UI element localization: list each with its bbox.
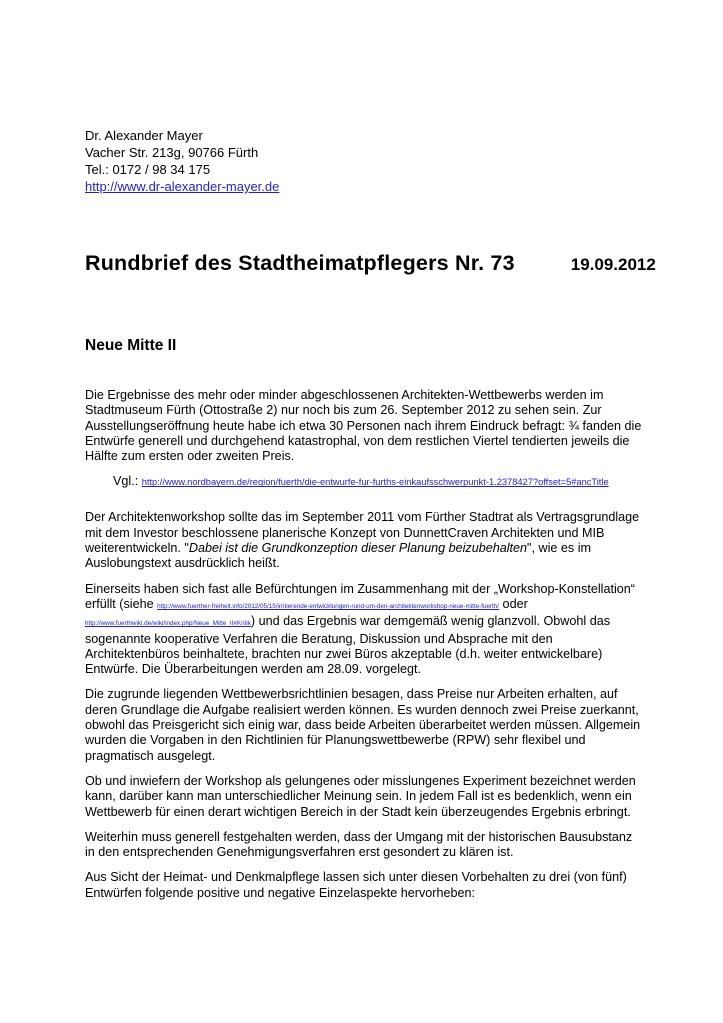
document-title: Rundbrief des Stadtheimatpflegers Nr. 73: [85, 251, 515, 275]
paragraph-experiment: Ob und inwiefern der Workshop als gelungenes oder misslungenes Experiment bezeichnet werden kann, darüber kann man unterschiedlicher Meinung sein. In jedem Fall ist es bedenklich, wenn ein Wettbewerb für einen derart wichtigen Bereich in der Stadt kein überzeugendes Ergebnis erbringt.: [85, 773, 636, 819]
reference-label: Vgl.:: [113, 474, 142, 489]
document-date: 19.09.2012: [570, 255, 656, 274]
paragraph-richtlinien: Die zugrunde liegenden Wettbewerbsrichtlinien besagen, dass Preise nur Arbeiten erhalten, auf deren Grundlage die Aufgabe realisiert werden können. Es wurden dennoch zwei Preise zuerkannt, obwohl das Preisgericht sich einig war, dass beide Arbeiten überarbeitet werden müssen. Allgemein wurden die Vorgaben in den Richtlinien für Planungswettbewerbe (RPW) sehr flexibel und pragmatisch ausgelegt.: [85, 687, 641, 763]
document-body: [85, 388, 642, 901]
nordbayern-article-link[interactable]: http://www.nordbayern.de/region/fuerth/die-entwurfe-fur-furths-einkaufsschwerpunkt-1.2378427?offset=5#ancTitle: [141, 477, 609, 488]
paragraph-befuerchtungen: [85, 582, 642, 678]
paragraph-text: Einerseits haben sich fast alle Befürchtungen im Zusammenhang mit der „Workshop-Konstellation“ erfüllt (siehe: [85, 581, 635, 611]
quoted-italic-text: Dabei ist die Grundkonzeption dieser Planung beizubehalten: [188, 541, 528, 556]
paragraph-bausubstanz: Weiterhin muss generell festgehalten werden, dass der Umgang mit der historischen Bausubstanz in den entsprechenden Genehmigungsverfahren erst gesondert zu klären ist.: [85, 829, 633, 860]
sender-website-link[interactable]: http://www.dr-alexander-mayer.de: [85, 179, 280, 194]
section-heading: Neue Mitte II: [85, 337, 177, 354]
paragraph-text: Der Architektenworkshop sollte das im September 2011 vom Fürther Stadtrat als Vertragsgrundlage mit dem Investor beschlossene planerische Konzept von DunnettCraven Architekten und MIB weiterentwickeln. ": [85, 510, 640, 556]
sender-phone: Tel.: 0172 / 98 34 175: [85, 162, 211, 177]
fuerther-freiheit-link[interactable]: http://www.fuerther-freiheit.info/2012/05/15/irritierende-entwicklungen-rund-um-den-architektenworkshop-neue-mitte-fuerth/: [157, 602, 500, 610]
fuerthwiki-link[interactable]: http://www.fuerthwiki.de/wiki/index.php/Neue_Mitte_II#Kritik: [85, 620, 251, 628]
paragraph-exhibition: Die Ergebnisse des mehr oder minder abgeschlossenen Architekten-Wettbewerbs werden im Stadtmuseum Fürth (Ottostraße 2) nur noch bis zum 26. September 2012 zu sehen sein. Zur Ausstellungseröffnung heute habe ich etwa 30 Personen nach ihrem Eindruck befragt: ¾ fanden die Entwürfe generell und durchgehend katastrophal, von dem restlichen Viertel tendierten jeweils die Hälfte zum ersten oder zweiten Preis.: [85, 388, 642, 464]
title-row: [85, 251, 656, 276]
sender-block: [85, 127, 642, 195]
paragraph-denkmalpflege: Aus Sicht der Heimat- und Denkmalpflege lassen sich unter diesen Vorbehalten zu drei (von fünf) Entwürfen folgende positive und negative Einzelaspekte hervorheben:: [85, 870, 627, 900]
paragraph-text: ", wie es im Auslobungstext ausdrücklich heißt.: [85, 541, 591, 571]
sender-name: Dr. Alexander Mayer: [85, 128, 203, 143]
paragraph-text: oder: [499, 596, 528, 611]
sender-address: Vacher Str. 213g, 90766 Fürth: [85, 145, 259, 160]
reference-line: [113, 474, 642, 490]
paragraph-workshop-concept: [85, 510, 642, 571]
paragraph-text: ) und das Ergebnis war demgemäß wenig glanzvoll. Obwohl das sogenannte kooperative Verfahren die Beratung, Diskussion und Absprache mit den Architektenbüros beinhaltete, brachten nur zwei Büros akzeptable (d.h. weiter entwickelbare) Entwürfe. Die Überarbeitungen werden am 28.09. vorgelegt.: [85, 614, 611, 677]
